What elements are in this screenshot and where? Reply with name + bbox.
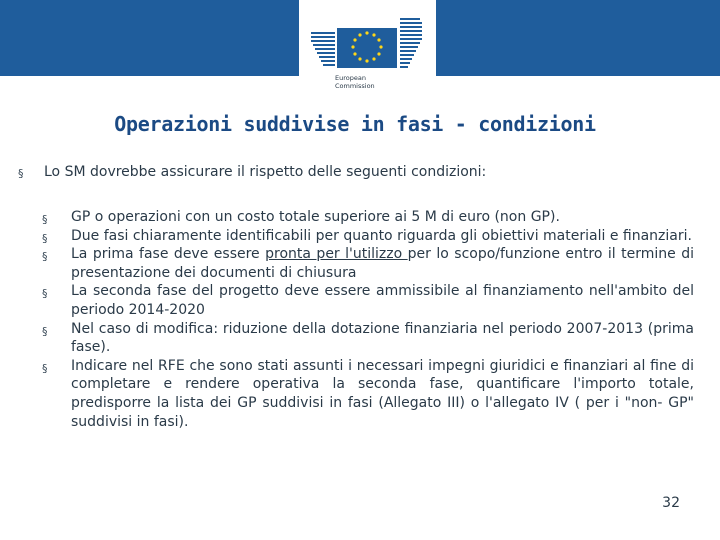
logo-line-2: Commission — [335, 82, 375, 90]
list-item-text: Indicare nel RFE che sono stati assunti i necessari impegni giuridici e finanziari al fine di completare e rendere operativa la seconda fase, quantificare l'importo totale, predisporre la lista dei GP suddivisi in fasi (Allegato III) o l'allegato IV ( per i "non- GP" suddivisi in fasi). — [71, 357, 694, 430]
list-item — [42, 320, 694, 357]
bullet-icon: § — [42, 250, 48, 264]
list-item — [42, 357, 694, 431]
list-item — [42, 282, 694, 319]
bullet-icon: § — [42, 287, 48, 301]
logo-line-1: European — [335, 74, 366, 82]
list-item — [42, 245, 694, 282]
list-item — [42, 208, 694, 227]
bullet-icon: § — [18, 167, 24, 180]
bullet-icon: § — [42, 324, 48, 338]
page-number: 32 — [662, 495, 680, 511]
bullet-icon: § — [42, 213, 48, 226]
logo-text — [335, 74, 375, 90]
text-before: La prima fase deve essere — [71, 246, 266, 263]
list-item-text — [71, 245, 694, 282]
list-item-text: La seconda fase del progetto deve essere ammissibile al finanziamento nell'ambito del periodo 2014-2020 — [71, 283, 694, 318]
bullet-icon: § — [42, 361, 48, 375]
european-commission-logo — [299, 0, 436, 100]
list-item-text: Due fasi chiaramente identificabili per quanto riguarda gli obiettivi materiali e finanziari. — [71, 227, 692, 244]
list-item — [42, 227, 694, 246]
intro-text: Lo SM dovrebbe assicurare il rispetto delle seguenti condizioni: — [44, 164, 487, 180]
slide-title: Operazioni suddivise in fasi - condizioni — [114, 112, 596, 136]
conditions-list — [42, 208, 694, 431]
commission-building-icon — [309, 10, 426, 70]
list-item-text: GP o operazioni con un costo totale superiore ai 5 M di euro (non GP). — [71, 209, 560, 225]
text-after: per lo scopo/funzione entro il termine di presentazione dei documenti di chiusura — [71, 246, 694, 281]
underlined-text: pronta per l'utilizzo — [265, 246, 408, 263]
list-item-text: Nel caso di modifica: riduzione della dotazione finanziaria nel periodo 2007-2013 (prima fase). — [71, 320, 694, 356]
bullet-icon: § — [42, 231, 48, 245]
